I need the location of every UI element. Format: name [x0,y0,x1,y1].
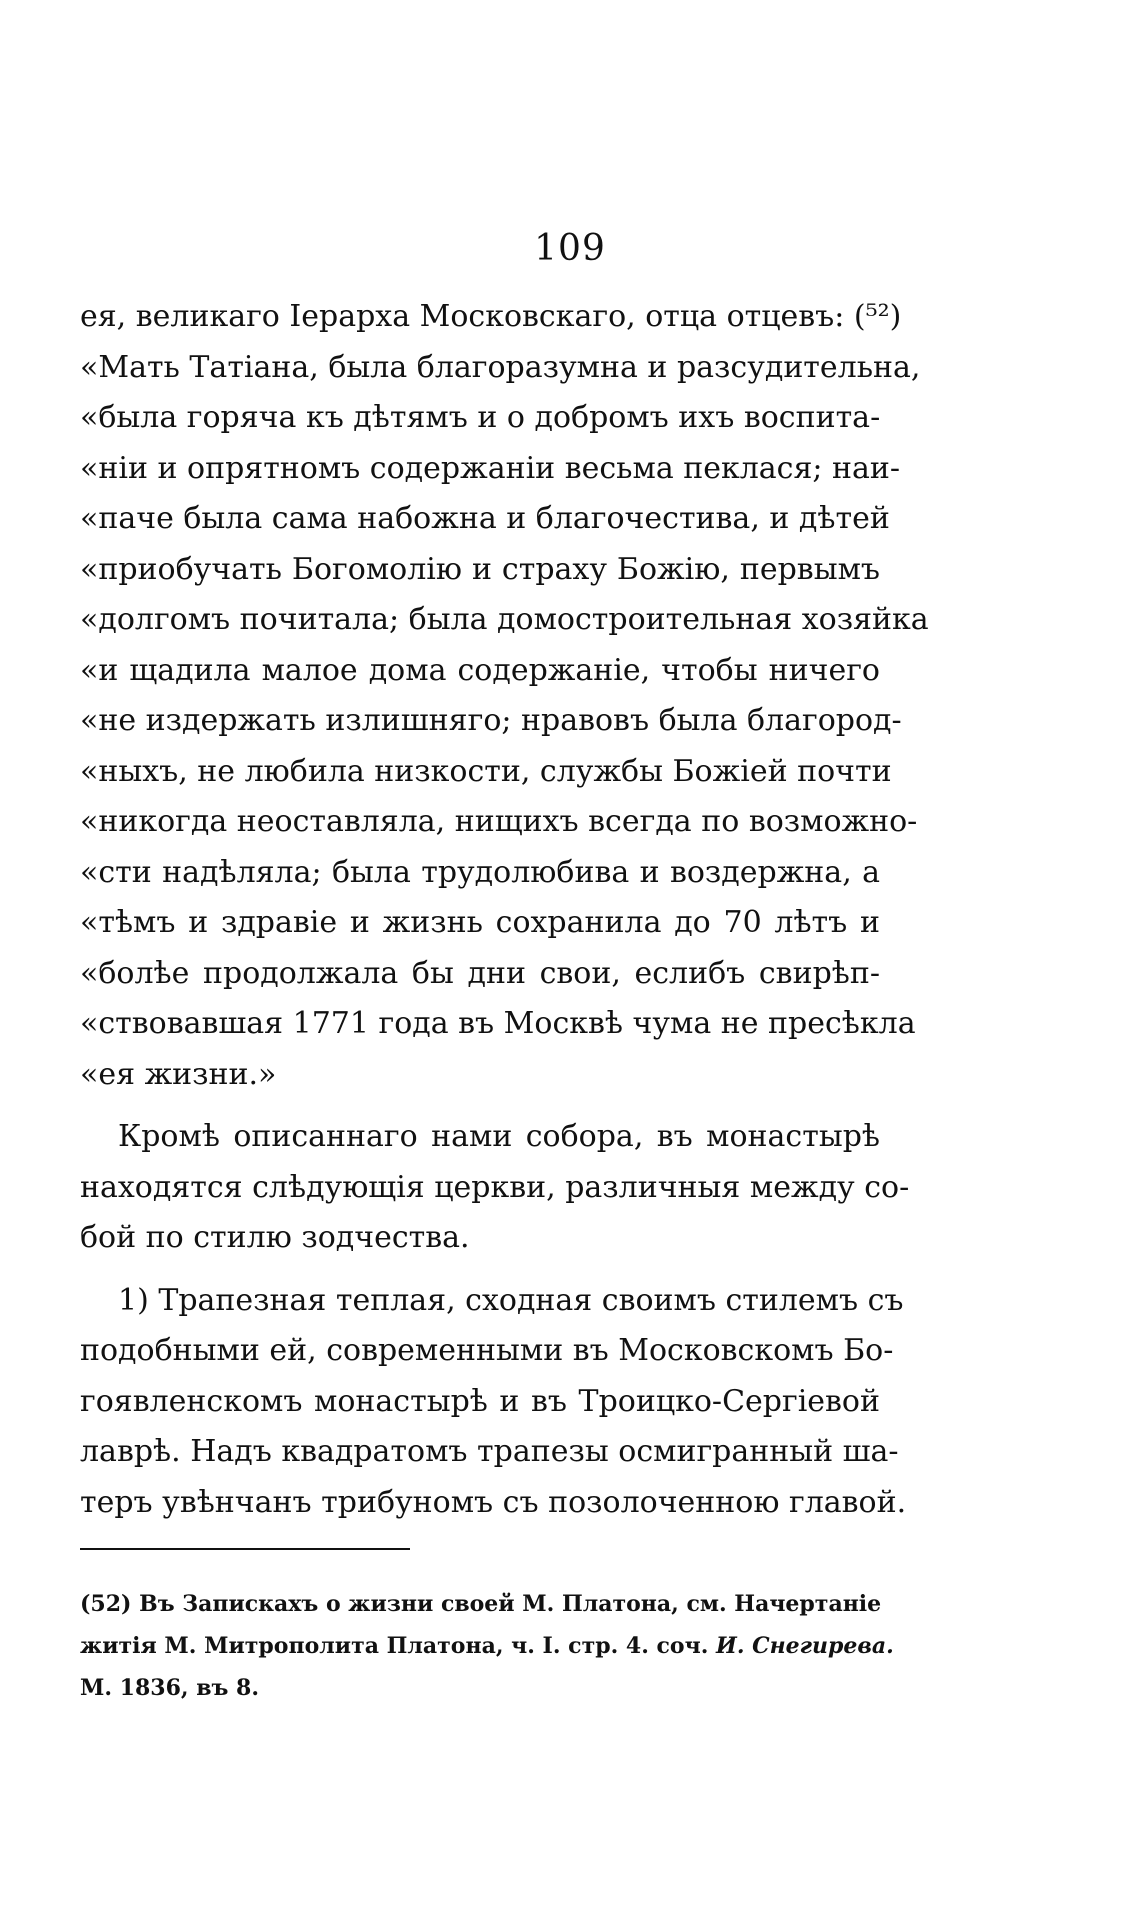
footnote-author: И. Снегирева. [716,1633,894,1659]
text-line: «была горяча къ дѣтямъ и о добромъ ихъ воспита- [80,400,881,435]
text-line: «Мать Татіана, была благоразумна и разсудительна, [80,349,921,385]
text-line: «паче была сама набожна и благочестива, и дѣтей [80,501,890,536]
text-line: «приобучать Богомолію и страху Божію, первымъ [80,551,880,587]
footnote-line: (52) Въ Запискахъ о жизни своей М. Платона, см. Начертаніе [80,1591,882,1617]
text-line: «никогда неоставляла, нищихъ всегда по возможно- [80,804,918,839]
footnote-line [80,1625,894,1667]
text-line: «ствовавшая 1771 года въ Москвѣ чума не пресѣкла [80,1006,916,1041]
text-line: находятся слѣдующія церкви, различныя между со- [80,1169,910,1205]
paragraph-gap [80,1100,880,1112]
footnote-line-text: житія М. Митрополита Платона, ч. I. стр. 4. соч. [80,1633,709,1659]
text-line: «ея жизни.» [80,1056,277,1092]
text-line: «ныхъ, не любила низкости, службы Божіей почти [80,753,892,789]
text-line: теръ увѣнчанъ трибуномъ съ позолоченною главой. [80,1484,907,1520]
footnote [80,1583,894,1709]
text-line: «сти надѣляла; была трудолюбива и воздержна, а [80,854,880,890]
text-line: «не издержать излишняго; нравовъ была благород- [80,703,902,738]
footnote-line: М. 1836, въ 8. [80,1675,260,1701]
text-line: «долгомъ почитала; была домостроительная хозяйка [80,602,929,637]
text-line: «болѣе продолжала бы дни свои, еслибъ свирѣп- [80,955,880,991]
text-line: «ніи и опрятномъ содержаніи весьма пеклася; наи- [80,450,901,486]
page-number: 109 [534,228,606,269]
text-line: подобными ей, современными въ Московскомъ Бо- [80,1333,894,1368]
main-text [80,292,929,1528]
text-line: 1) Трапезная теплая, сходная своимъ стилемъ съ [118,1282,904,1318]
text-line: «и щадила малое дома содержаніе, чтобы ничего [80,652,880,688]
footnote-divider [80,1548,410,1550]
text-line: «тѣмъ и здравіе и жизнь сохранила до 70 лѣтъ и [80,905,880,940]
paragraph-gap [80,1264,880,1276]
text-line: ея, великаго Іерарха Московскаго, отца отцевъ: (⁵²) [80,299,902,334]
text-line: Кромѣ описаннаго нами собора, въ монастырѣ [118,1119,880,1154]
text-line: гоявленскомъ монастырѣ и въ Троицко-Сергіевой [80,1383,880,1419]
text-line: бой по стилю зодчества. [80,1220,470,1255]
text-line: лаврѣ. Надъ квадратомъ трапезы осмигранный ша- [80,1434,899,1469]
